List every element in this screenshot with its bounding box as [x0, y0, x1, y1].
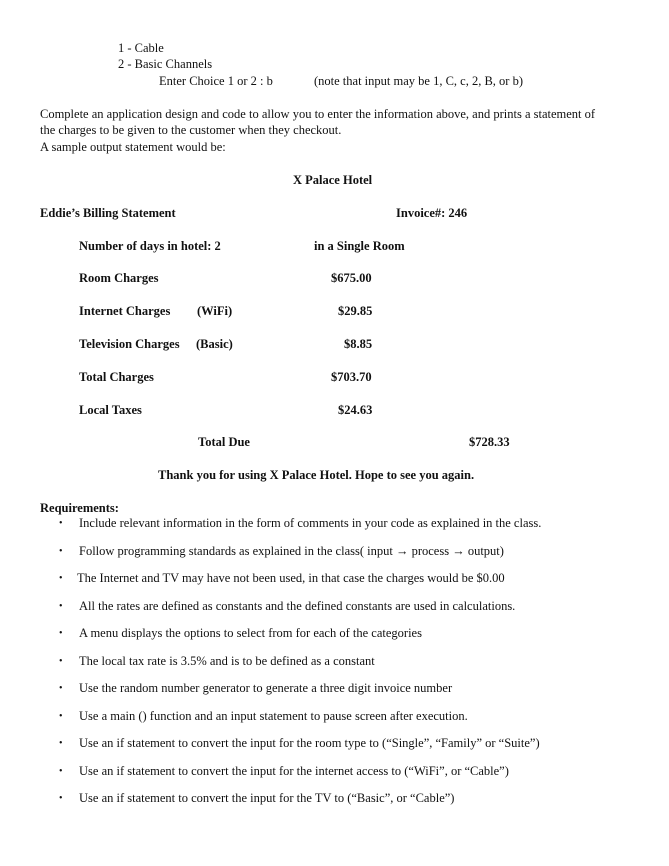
list-item-text: All the rates are defined as constants and the defined constants are used in calculations.	[79, 599, 516, 613]
list-item-text: The local tax rate is 3.5% and is to be defined as a constant	[79, 654, 375, 668]
internet-type: (WiFi)	[197, 304, 233, 318]
days-in-hotel: Number of days in hotel: 2	[79, 239, 221, 253]
internet-charges-label: Internet Charges	[79, 304, 171, 318]
menu-option-cable: 1 - Cable	[118, 41, 164, 55]
list-item-text: Use a main () function and an input statement to pause screen after execution.	[79, 709, 468, 723]
invoice-number: Invoice#: 246	[396, 206, 468, 220]
bullet-icon: •	[59, 573, 63, 584]
total-due-value: $728.33	[469, 435, 510, 449]
list-item-text: The Internet and TV may have not been used, in that case the charges would be $0.00	[77, 571, 505, 585]
list-item-text: Follow programming standards as explained in the class( input → process → output)	[79, 544, 504, 558]
bullet-icon: •	[59, 738, 63, 749]
bullet-icon: •	[59, 518, 63, 529]
list-item-text: Use an if statement to convert the input for the TV to (“Basic”, or “Cable”)	[79, 791, 455, 805]
billing-title: Eddie’s Billing Statement	[40, 206, 176, 220]
intro-line-1: Complete an application design and code to allow you to enter the information above, and prints a statement of	[40, 107, 596, 121]
bullet-icon: •	[59, 683, 63, 694]
menu-option-basic: 2 - Basic Channels	[118, 57, 213, 71]
bullet-icon: •	[59, 656, 63, 667]
room-charges-value: $675.00	[331, 271, 372, 285]
bullet-icon: •	[59, 601, 63, 612]
requirements-heading: Requirements:	[40, 501, 119, 515]
total-charges-label: Total Charges	[79, 370, 154, 384]
room-type: in a Single Room	[314, 239, 405, 253]
hotel-name: X Palace Hotel	[293, 173, 373, 187]
list-item-text: Use an if statement to convert the input for the room type to (“Single”, “Family” or “Suite”)	[79, 736, 540, 750]
bullet-icon: •	[59, 766, 63, 777]
thank-you-message: Thank you for using X Palace Hotel. Hope to see you again.	[158, 468, 475, 482]
list-item-text: Include relevant information in the form of comments in your code as explained in the class.	[79, 516, 542, 530]
intro-line-3: A sample output statement would be:	[40, 140, 226, 154]
menu-note: (note that input may be 1, C, c, 2, B, or b)	[314, 74, 523, 88]
tv-charges-value: $8.85	[344, 337, 373, 351]
total-due-label: Total Due	[198, 435, 250, 449]
bullet-icon: •	[59, 628, 63, 639]
list-item-text: Use an if statement to convert the input for the internet access to (“WiFi”, or “Cable”)	[79, 764, 509, 778]
tv-charges-label: Television Charges	[79, 337, 180, 351]
bullet-icon: •	[59, 711, 63, 722]
internet-charges-value: $29.85	[338, 304, 373, 318]
local-taxes-label: Local Taxes	[79, 403, 142, 417]
list-item-text: Use the random number generator to generate a three digit invoice number	[79, 681, 453, 695]
room-charges-label: Room Charges	[79, 271, 159, 285]
local-taxes-value: $24.63	[338, 403, 373, 417]
tv-type: (Basic)	[196, 337, 233, 351]
total-charges-value: $703.70	[331, 370, 372, 384]
bullet-icon: •	[59, 546, 63, 557]
intro-line-2: the charges to be given to the customer when they checkout.	[40, 123, 342, 137]
list-item-text: A menu displays the options to select from for each of the categories	[79, 626, 422, 640]
bullet-icon: •	[59, 793, 63, 804]
menu-prompt: Enter Choice 1 or 2 : b	[159, 74, 273, 88]
